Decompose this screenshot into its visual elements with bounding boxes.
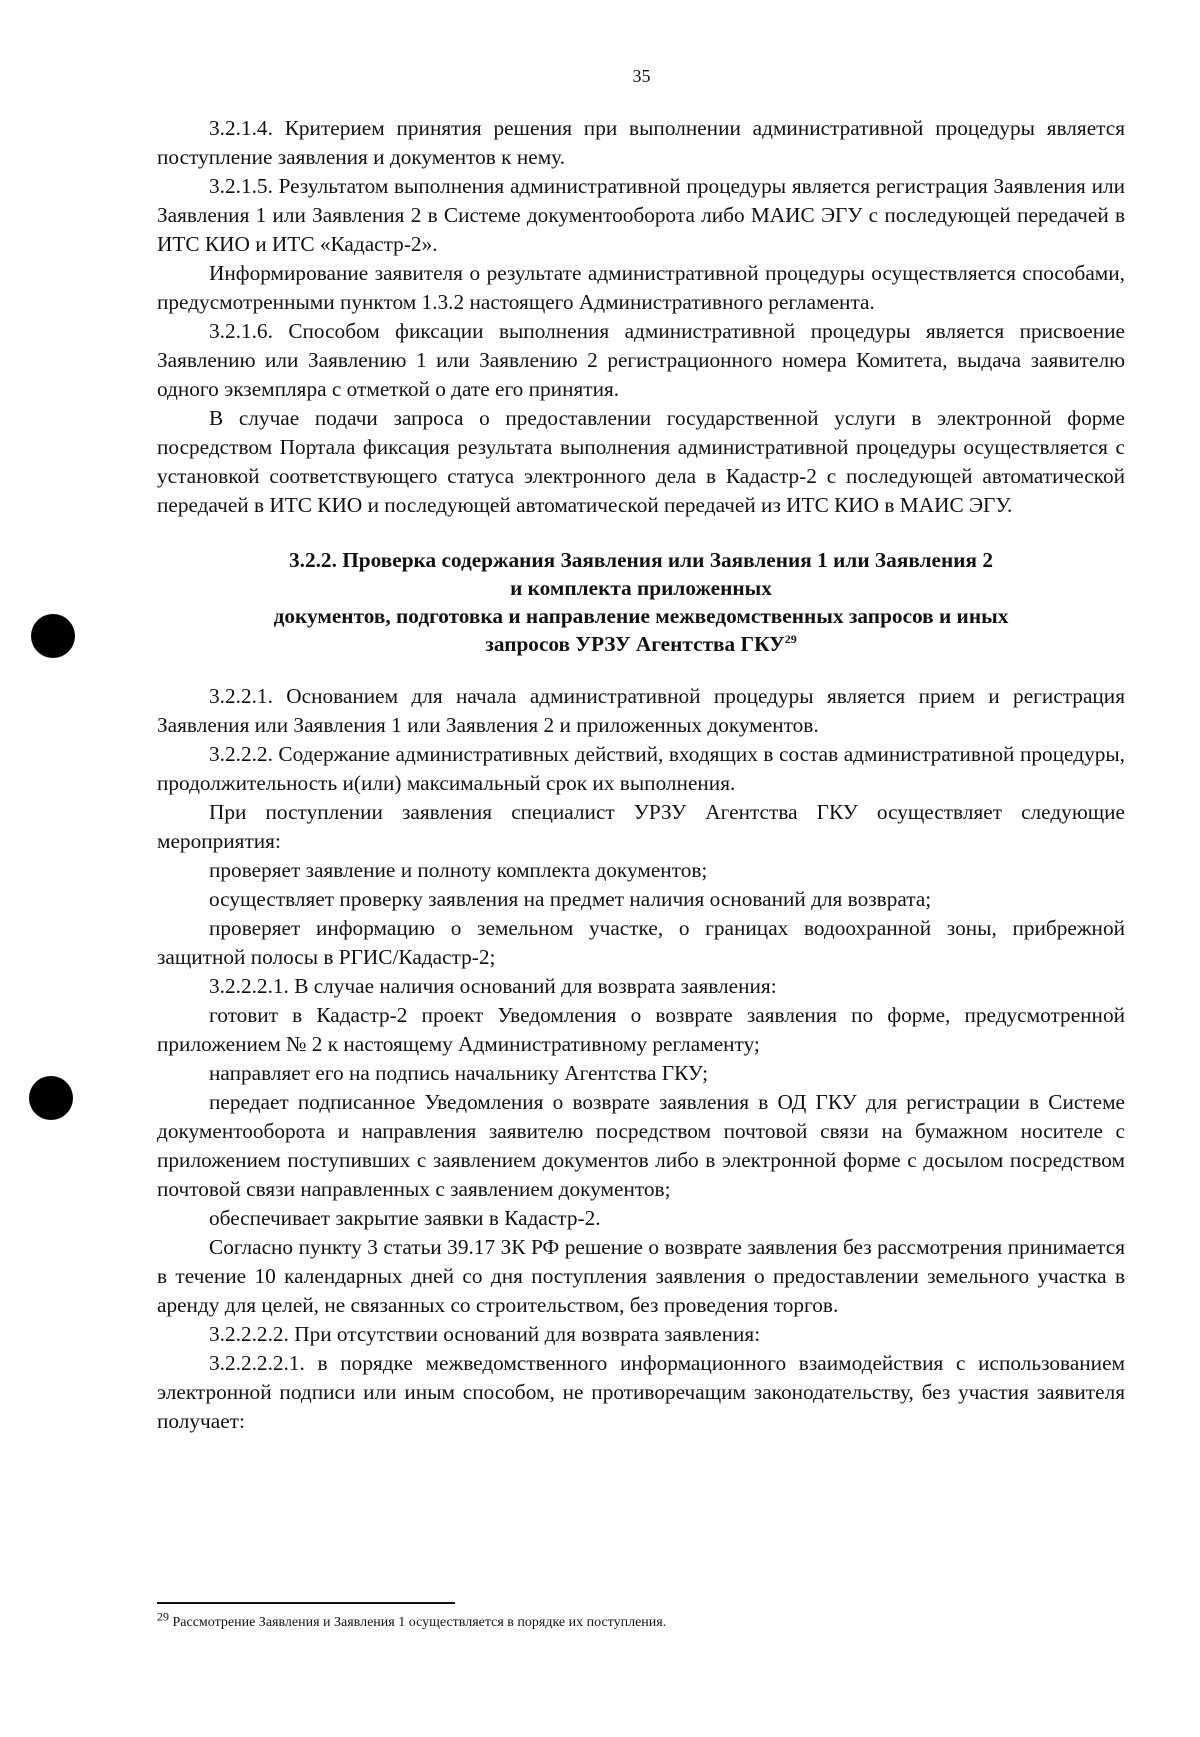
paragraph: Согласно пункту 3 статьи 39.17 ЗК РФ решение о возврате заявления без рассмотрения принимается в течение 10 календарных дней со дня поступления заявления о предоставлении земельного участка в аренду для целей, не связанных со строительством, без проведения торгов. — [157, 1235, 1125, 1317]
paragraph: 3.2.2.2. Содержание административных действий, входящих в состав административной процедуры, продолжительность и(или) максимальный срок их выполнения. — [157, 742, 1125, 795]
footnote-separator — [157, 1602, 455, 1604]
paragraph: готовит в Кадастр-2 проект Уведомления о возврате заявления по форме, предусмотренной приложением № 2 к настоящему Административному регламенту; — [157, 1003, 1125, 1056]
paragraph: осуществляет проверку заявления на предмет наличия оснований для возврата; — [209, 887, 932, 911]
footnote — [157, 1609, 1125, 1632]
paragraph: передает подписанное Уведомления о возврате заявления в ОД ГКУ для регистрации в Системе документооборота и направления заявителю посредством почтовой связи на бумажном носителе с приложением поступивших с заявлением документов либо в электронной форме с досылом посредством почтовой связи направленных с заявлением документов; — [157, 1090, 1125, 1201]
footnote-text: Рассмотрение Заявления и Заявления 1 осуществляется в порядке их поступления. — [169, 1615, 667, 1630]
footnote-reference: 29 — [784, 631, 797, 646]
page-number: 35 — [632, 66, 651, 86]
paragraph: 3.2.1.6. Способом фиксации выполнения административной процедуры является присвоение Заявлению или Заявлению 1 или Заявлению 2 регистрационного номера Комитета, выдача заявителю одного экземпляра с отметкой о дате его принятия. — [157, 319, 1125, 401]
heading-line-text: запросов УРЗУ Агентства ГКУ — [485, 632, 785, 656]
paragraph: 3.2.2.2.1. В случае наличия оснований для возврата заявления: — [209, 974, 777, 998]
paragraph: направляет его на подпись начальнику Агентства ГКУ; — [209, 1061, 709, 1085]
heading-line: и комплекта приложенных — [510, 576, 772, 600]
paragraph: В случае подачи запроса о предоставлении государственной услуги в электронной форме посредством Портала фиксация результата выполнения административной процедуры осуществляется с установкой соответствующего статуса электронного дела в Кадастр-2 с последующей автоматической передачей в ИТС КИО и последующей автоматической передачей из ИТС КИО в МАИС ЭГУ. — [157, 406, 1125, 517]
punch-hole — [29, 1076, 73, 1120]
paragraph: 3.2.1.5. Результатом выполнения административной процедуры является регистрация Заявления или Заявления 1 или Заявления 2 в Системе документооборота либо МАИС ЭГУ с последующей передачей в ИТС КИО и ИТС «Кадастр-2». — [157, 174, 1125, 256]
paragraph: 3.2.1.4. Критерием принятия решения при выполнении административной процедуры является поступление заявления и документов к нему. — [157, 116, 1125, 169]
paragraph: обеспечивает закрытие заявки в Кадастр-2. — [209, 1206, 601, 1230]
document-body — [157, 114, 1125, 1436]
punch-hole — [31, 614, 75, 658]
heading-line: 3.2.2. Проверка содержания Заявления или Заявления 1 или Заявления 2 — [288, 548, 994, 572]
paragraph: 3.2.2.2.2.1. в порядке межведомственного информационного взаимодействия с использованием электронной подписи или иным способом, не противоречащим законодательству, без участия заявителя получает: — [157, 1351, 1125, 1433]
footnote-number: 29 — [157, 1609, 169, 1624]
paragraph: При поступлении заявления специалист УРЗУ Агентства ГКУ осуществляет следующие мероприятия: — [157, 800, 1125, 853]
paragraph: Информирование заявителя о результате административной процедуры осуществляется способами, предусмотренными пунктом 1.3.2 настоящего Административного регламента. — [157, 261, 1125, 314]
paragraph: проверяет заявление и полноту комплекта документов; — [209, 858, 708, 882]
section-heading — [157, 546, 1125, 658]
paragraph: проверяет информацию о земельном участке, о границах водоохранной зоны, прибрежной защитной полосы в РГИС/Кадастр-2; — [157, 916, 1125, 969]
paragraph: 3.2.2.2.2. При отсутствии оснований для возврата заявления: — [209, 1322, 761, 1346]
heading-line: документов, подготовка и направление межведомственных запросов и иных — [273, 604, 1009, 628]
heading-line — [157, 630, 1125, 658]
paragraph: 3.2.2.1. Основанием для начала административной процедуры является прием и регистрация Заявления или Заявления 1 или Заявления 2 и приложенных документов. — [157, 684, 1125, 737]
